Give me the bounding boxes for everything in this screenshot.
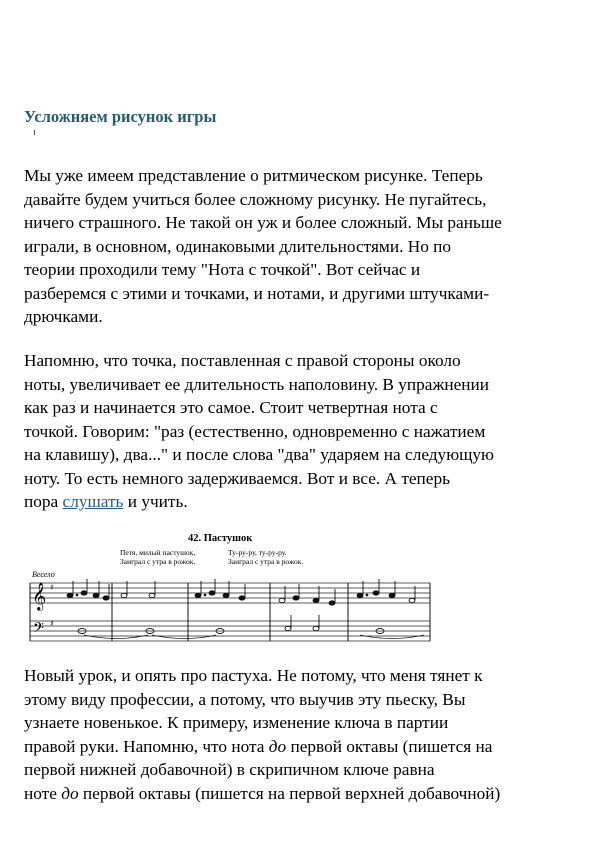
text-line: как раз и начинается это самое. Стоит четвертная нота с [24, 398, 438, 417]
paragraph-dotted-note [24, 349, 579, 514]
treble-staff [30, 583, 430, 603]
text-line [24, 782, 579, 806]
listen-link[interactable]: слушать [62, 492, 124, 511]
text-line: узнаете новенькое. К примеру, изменение ключа в партии [24, 713, 449, 732]
text-line [24, 735, 579, 759]
ties [84, 635, 424, 639]
note-name-italic: до [61, 783, 79, 803]
text-fragment: первой октавы (пишется на первой верхней добавочной) [78, 783, 501, 803]
text-fragment: и учить. [123, 492, 188, 511]
barlines [30, 583, 430, 641]
text-fragment: пора [24, 492, 63, 511]
score-lyrics-line: Ту-ру-ру, ту-ру-ру. [228, 548, 287, 557]
section-heading: Усложняем рисунок игры [24, 107, 217, 126]
score-lyrics-line: Петя, милый пастушок, [120, 548, 196, 557]
text-fragment: правой руки. Напомню, что нота [24, 736, 269, 756]
text-line: ничего страшного. Не такой он уж и более сложный. Мы раньше [24, 213, 502, 232]
text-line: дрючками. [24, 307, 103, 326]
text-line: на клавишу), два..." и после слова "два" ударяем на следующую [24, 445, 494, 464]
bass-clef-icon: 𝄢 [33, 620, 44, 640]
text-line [24, 490, 579, 514]
key-sharp-icon: ♯ [50, 619, 54, 628]
score-lyrics-line: Заиграл с утра в рожок. [228, 557, 304, 566]
text-line: Напомню, что точка, поставленная с правой стороны около [24, 351, 461, 370]
text-line: точкой. Говорим: "раз (естественно, одновременно с нажатием [24, 421, 486, 441]
tempo-marking: Весело [32, 570, 55, 579]
text-line: разберемся с этими и точками, и нотами, и другими штучками- [24, 283, 490, 303]
paragraph-intro [24, 164, 579, 329]
text-line: Новый урок, и опять про пастуха. Не потому, что меня тянет к [24, 666, 483, 685]
stray-mark [34, 130, 35, 135]
treble-clef-icon: 𝄞 [32, 582, 47, 610]
text-line: теории проходили тему "Нота с точкой". Вот сейчас и [24, 260, 421, 279]
note-name-italic: до [268, 736, 287, 756]
text-line: играли, в основном, одинаковыми длительностями. Но по [24, 236, 452, 256]
paragraph-new-lesson [24, 664, 579, 805]
text-line: Мы уже имеем представление о ритмическом рисунке. Теперь [24, 166, 483, 185]
score-lyrics-line: Заиграл с утра в рожок. [120, 557, 196, 566]
text-fragment: первой октавы (пишется на [286, 736, 493, 756]
text-line: этому виду профессии, а потому, что выучив эту пьеску, Вы [24, 689, 466, 709]
text-line: первой нижней добавочной) в скрипичном ключе равна [24, 760, 435, 779]
key-sharp-icon: ♯ [50, 583, 54, 592]
bass-staff [30, 621, 430, 641]
text-line: ноты, увеличивает ее длительность наполовину. В упражнении [24, 374, 490, 394]
score-title: 42. Пастушок [188, 533, 253, 544]
text-fragment: ноте [24, 783, 62, 803]
sheet-music-score [20, 525, 575, 650]
text-line: ноту. То есть немного задерживаемся. Вот и все. А теперь [24, 468, 450, 488]
text-line: давайте будем учиться более сложному рисунку. Не пугайтесь, [24, 189, 487, 209]
